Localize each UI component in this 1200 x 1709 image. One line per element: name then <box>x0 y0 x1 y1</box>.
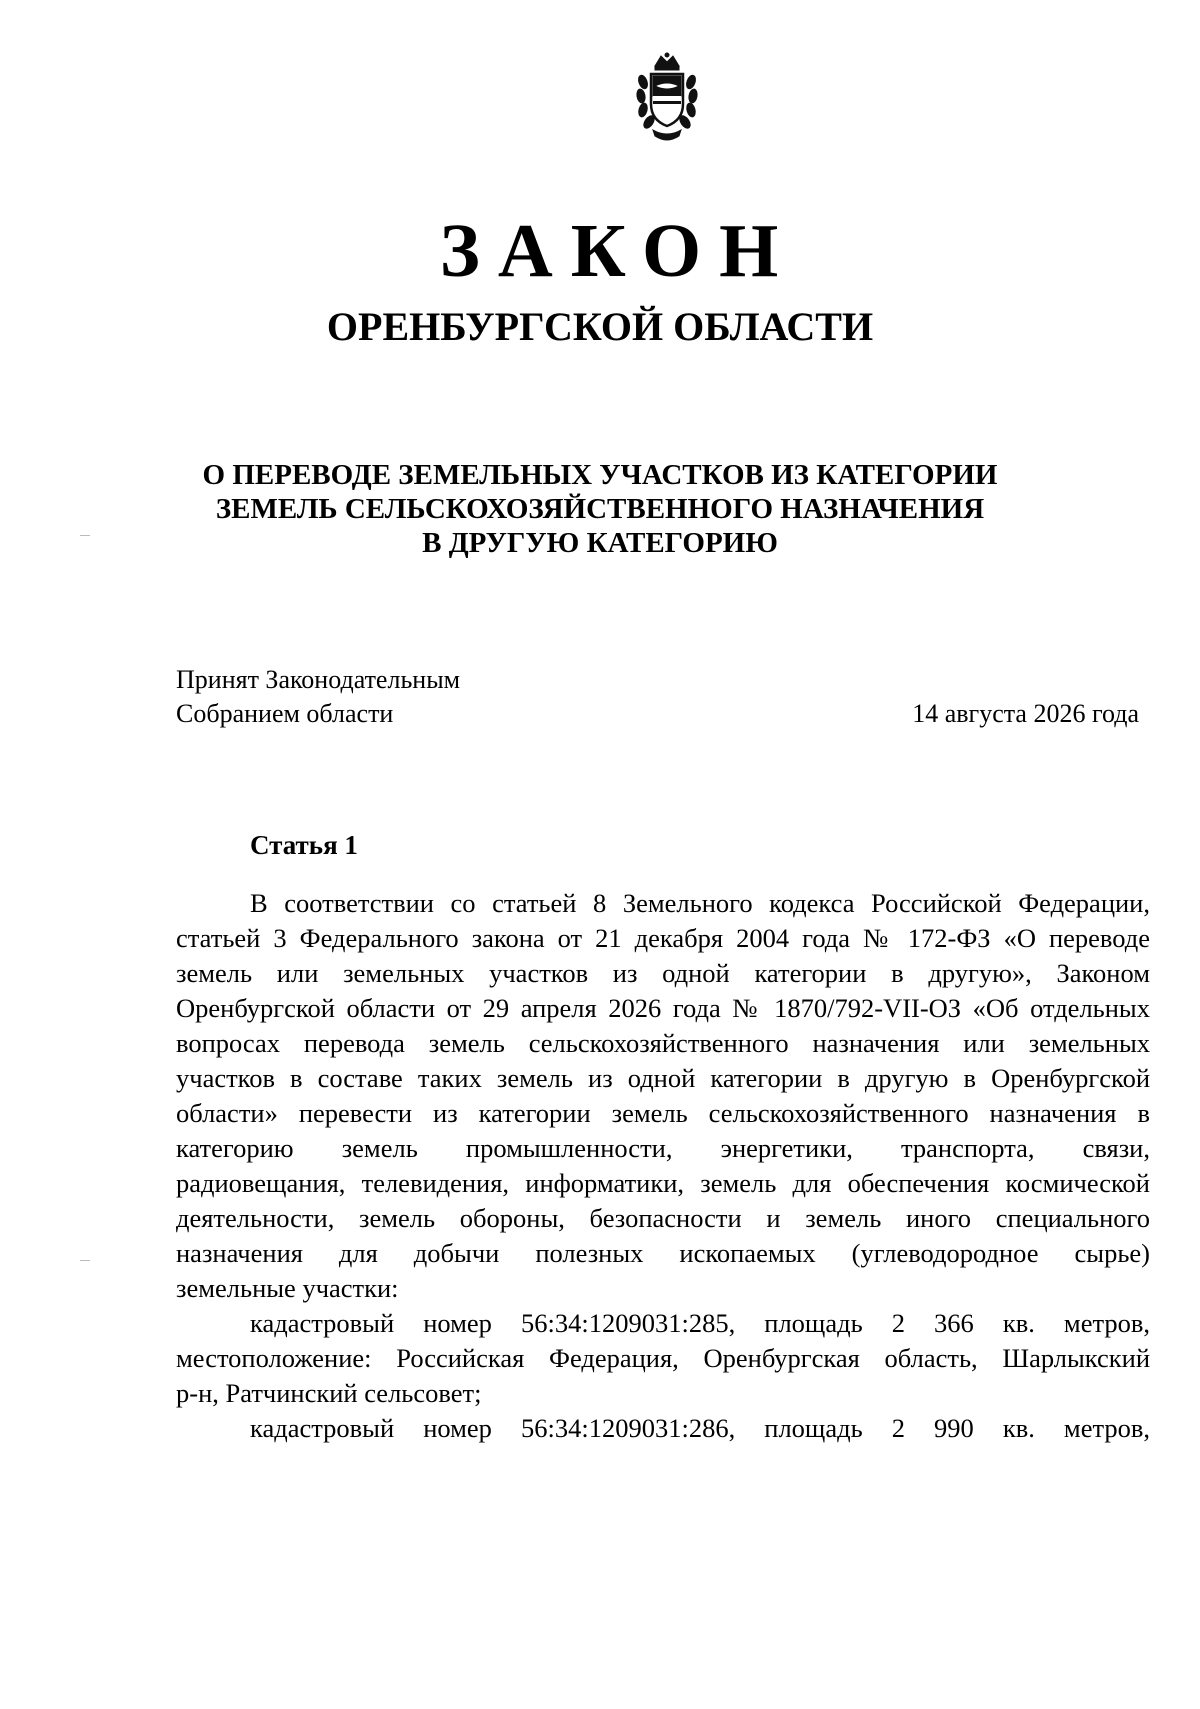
scan-artifact <box>80 535 90 536</box>
adoption-line: Собранием области <box>176 699 394 728</box>
article-line: кадастровый номер 56:34:1209031:286, площадь 2 990 кв. метров, <box>250 1413 1150 1443</box>
article-line: вопросах перевода земель сельскохозяйственного назначения или земельных <box>176 1028 1150 1058</box>
article-line: кадастровый номер 56:34:1209031:285, площадь 2 366 кв. метров, <box>250 1308 1150 1338</box>
adoption-line: Принят Законодательным <box>176 665 461 694</box>
article-line: радиовещания, телевидения, информатики, земель для обеспечения космической <box>176 1168 1150 1198</box>
adoption-statement <box>176 663 460 731</box>
article-line: земельные участки: <box>176 1273 399 1303</box>
article-line: статьей 3 Федерального закона от 21 декабря 2004 года № 172-ФЗ «О переводе <box>176 923 1150 953</box>
article-line: категорию земель промышленности, энергетики, транспорта, связи, <box>176 1133 1150 1163</box>
article-line: р-н, Ратчинский сельсовет; <box>176 1378 482 1408</box>
article-line: участков в составе таких земель из одной категории в другую в Оренбургской <box>176 1063 1150 1093</box>
article-line: области» перевести из категории земель сельскохозяйственного назначения в <box>176 1098 1150 1128</box>
subject-line: О ПЕРЕВОДЕ ЗЕМЕЛЬНЫХ УЧАСТКОВ ИЗ КАТЕГОРИИ <box>202 459 998 491</box>
article-body <box>176 886 1150 1446</box>
subject-line: ЗЕМЕЛЬ СЕЛЬСКОХОЗЯЙСТВЕННОГО НАЗНАЧЕНИЯ <box>215 493 985 525</box>
article-title: Статья 1 <box>250 830 358 860</box>
article-line: земель или земельных участков из одной категории в другую», Законом <box>176 958 1150 988</box>
article-line: деятельности, земель обороны, безопасности и земель иного специального <box>176 1203 1150 1233</box>
subject-line: В ДРУГУЮ КАТЕГОРИЮ <box>422 527 778 559</box>
region-title: ОРЕНБУРГСКОЙ ОБЛАСТИ <box>326 304 874 349</box>
article-line: местоположение: Российская Федерация, Оренбургская область, Шарлыкский <box>176 1343 1150 1373</box>
scan-artifact <box>80 1260 90 1261</box>
article-line: назначения для добычи полезных ископаемых (углеводородное сырье) <box>176 1238 1150 1268</box>
coat-of-arms-emblem <box>617 52 717 152</box>
article-line: Оренбургской области от 29 апреля 2026 года № 1870/792-VII-ОЗ «Об отдельных <box>176 993 1150 1023</box>
law-subject-heading <box>0 458 1200 560</box>
adoption-date: 14 августа 2026 года <box>912 699 1139 728</box>
document-type-title: ЗАКОН <box>439 209 797 293</box>
article-line: В соответствии со статьей 8 Земельного кодекса Российской Федерации, <box>250 888 1150 918</box>
